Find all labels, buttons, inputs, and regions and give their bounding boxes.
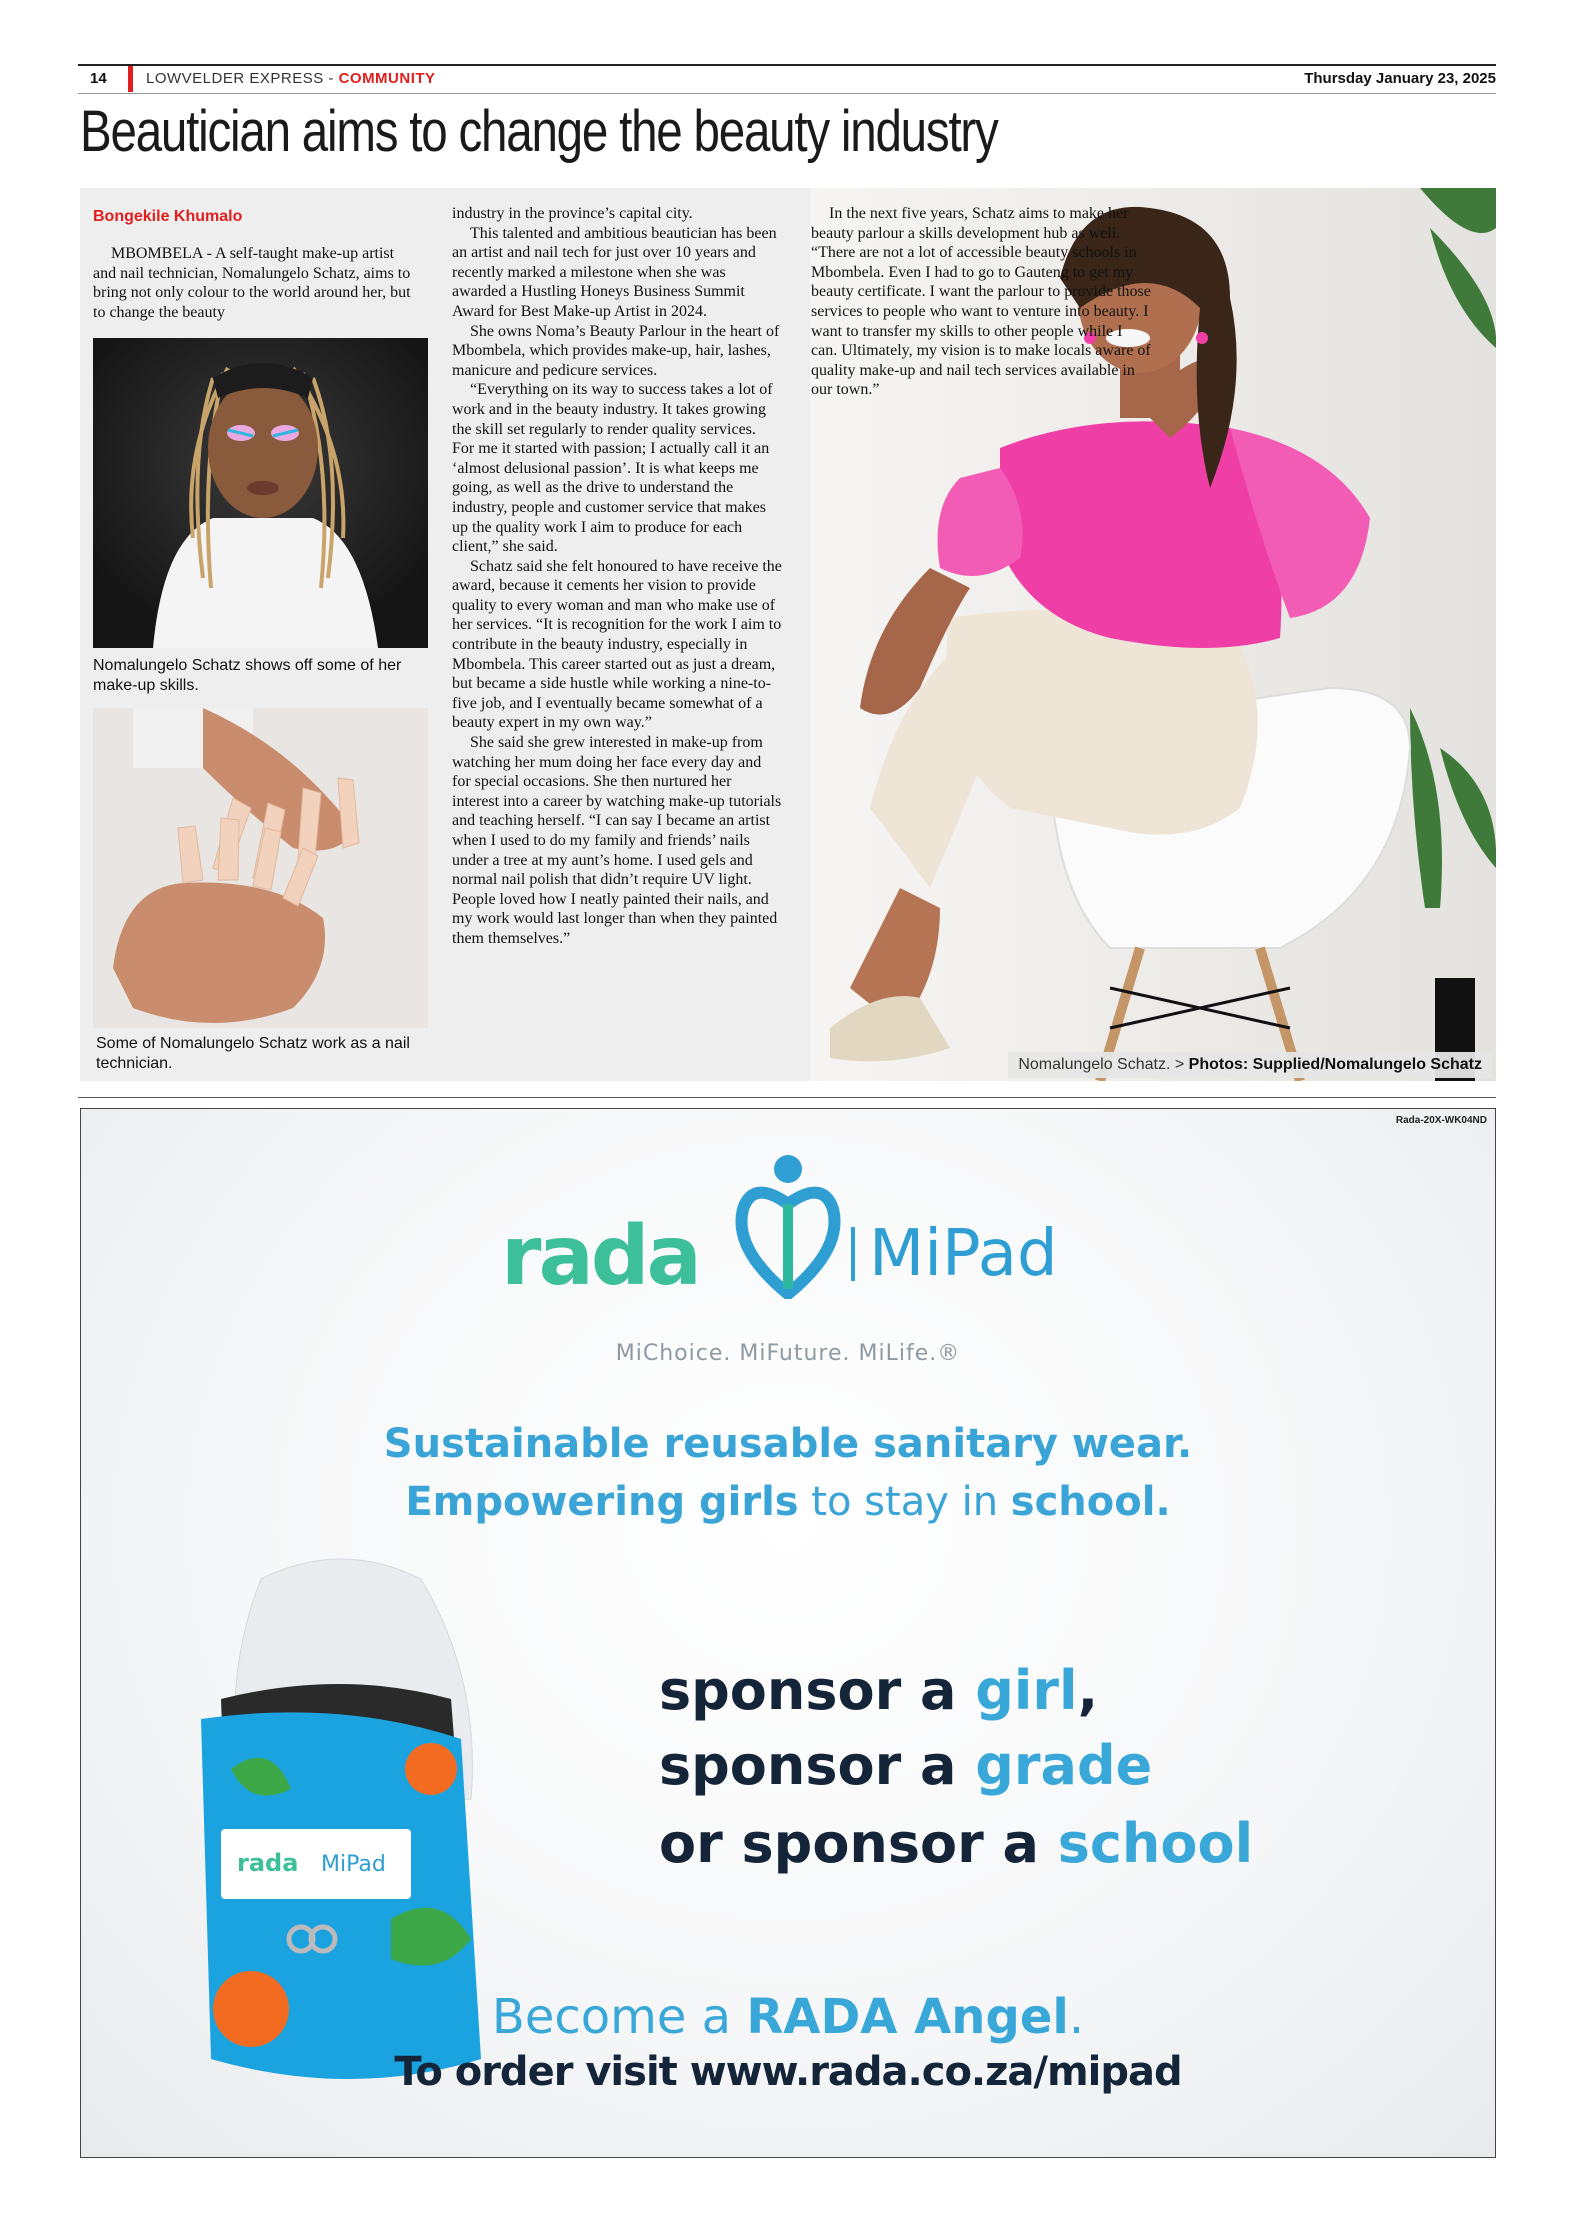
- paragraph: She said she grew interested in make-up from watching her mum doing her face every day and for special occasions. She then nurtured her interest into a career by watching make-up tutorials and teaching herself. “I can say I became an artist when I used to do my family and friends’ nails under a tree at my aunt’s home. I used gels and normal nail polish that didn’t require UV light. People loved how I neatly painted their nails, and my work would last longer than when they painted them themselves.”: [452, 734, 782, 947]
- ad-tagline: MiChoice. MiFuture. MiLife.®: [615, 1341, 961, 1366]
- paper-name: LOWVELDER EXPRESS -: [146, 70, 339, 87]
- paragraph: “Everything on its way to success takes a lot of work and in the beauty industry. It takes growing the skill set regularly to render quality services. For me it started with passion; I actually call it an ‘almost delusional passion’. It is what keeps me going, as well as the drive to understand the industry, people and customer service that makes up the quality work I aim to produce for each client,” she said.: [452, 381, 773, 556]
- sponsor-line-3: [659, 1812, 1253, 1875]
- ad-headline-2b: to stay in: [798, 1479, 1011, 1525]
- header-rule-bottom: [78, 93, 1496, 94]
- logo-mipad-text: [851, 1217, 1058, 1291]
- bag-label-rada: rada: [237, 1849, 299, 1877]
- paragraph: In the next five years, Schatz aims to make her beauty parlour a skills development hub as well. “There are not a lot of accessible beauty schools in Mbombela. Even I had to go to Gauteng to get my beauty certificate. I want the parlour to provide those services to people who want to venture into beauty. I want to transfer my skills to other people while I can. Ultimately, my vision is to make locals aware of quality make-up and nail tech services available in our town.”: [811, 205, 1151, 399]
- article-column-3: [811, 204, 1151, 400]
- order-link-text[interactable]: To order visit www.rada.co.za/mipad: [394, 2049, 1182, 2095]
- paper-section-label: [146, 70, 436, 87]
- nails-photo-illustration: [93, 708, 428, 1028]
- rada-mipad-logo: [501, 1149, 1221, 1319]
- ad-headline-1: Sustainable reusable sanitary wear.: [383, 1421, 1193, 1467]
- section-divider: [78, 1097, 1496, 1098]
- sponsor-2a: sponsor a: [659, 1734, 976, 1797]
- sponsor-1b: girl: [975, 1659, 1078, 1722]
- sponsor-line-2: [659, 1734, 1152, 1797]
- angel-a: Become a: [491, 1989, 747, 2045]
- paragraph: MBOMBELA - A self-taught make-up artist and nail technician, Nomalungelo Schatz, aims to bring not only colour to the world around her, but to change the beauty: [93, 245, 411, 321]
- caption-portrait: [1008, 1052, 1492, 1078]
- sponsor-line-1: [659, 1659, 1098, 1722]
- ad-headline-2: [81, 1479, 1495, 1525]
- paragraph: Schatz said she felt honoured to have receive the award, because it cements her vision to provide quality to every woman and man who make use of her services. “It is recognition for the work I aim to contribute in the beauty industry, especially in Mbombela. This career started out as just a dream, but became a side hustle while working a nine-to-five job, and I eventually became somewhat of a beauty expert in my own way.”: [452, 557, 782, 732]
- byline: Bongekile Khumalo: [93, 208, 243, 225]
- article-column-1: [93, 244, 419, 322]
- paragraph: She owns Noma’s Beauty Parlour in the heart of Mbombela, which provides make-up, hair, lashes, manicure and pedicure services.: [452, 322, 780, 379]
- makeup-photo: [93, 338, 428, 648]
- sponsor-2b: grade: [975, 1734, 1153, 1797]
- header-rule: [78, 64, 1496, 66]
- article-column-2: [452, 204, 782, 949]
- sponsor-3a: or sponsor a: [659, 1812, 1058, 1875]
- sponsor-3b: school: [1057, 1812, 1254, 1875]
- ad-headline-2a: Empowering girls: [405, 1479, 799, 1525]
- caption-portrait-name: Nomalungelo Schatz. >: [1018, 1056, 1189, 1073]
- advertisement: [80, 1108, 1496, 2158]
- paragraph: industry in the province’s capital city.: [452, 205, 693, 222]
- caption-makeup: Nomalungelo Schatz shows off some of her make-up skills.: [93, 657, 402, 694]
- logo-rada-text: rada: [501, 1209, 699, 1304]
- photo-credit: Photos: Supplied/Nomalungelo Schatz: [1188, 1056, 1482, 1073]
- angel-c: .: [1068, 1989, 1085, 2045]
- logo-mipad-word: MiPad: [869, 1217, 1058, 1291]
- paragraph: This talented and ambitious beautician has been an artist and nail tech for just over 10 years and recently marked a milestone when she was awarded a Hustling Honeys Business Summit Award for Best Make-up Artist in 2024.: [452, 224, 777, 320]
- page-number: 14: [90, 70, 107, 87]
- nails-photo: [93, 708, 428, 1028]
- makeup-photo-illustration: [93, 338, 428, 648]
- section-name: COMMUNITY: [338, 70, 436, 87]
- logo-separator: [851, 1227, 855, 1281]
- sponsor-1c: ,: [1077, 1659, 1099, 1722]
- issue-date: Thursday January 23, 2025: [1304, 70, 1496, 87]
- bag-label-mipad: MiPad: [321, 1852, 386, 1877]
- angel-b: RADA Angel: [746, 1989, 1069, 2045]
- rada-angel-line: [81, 1989, 1495, 2045]
- angel-heart-icon: [733, 1149, 843, 1299]
- sponsor-1a: sponsor a: [659, 1659, 976, 1722]
- header-accent-bar: [128, 66, 133, 92]
- caption-nails: Some of Nomalungelo Schatz work as a nail technician.: [96, 1035, 410, 1072]
- article-headline: Beautician aims to change the beauty industry: [80, 99, 998, 164]
- ad-headline-2c: school.: [1010, 1479, 1171, 1525]
- ad-code: Rada-20X-WK04ND: [1395, 1115, 1487, 1126]
